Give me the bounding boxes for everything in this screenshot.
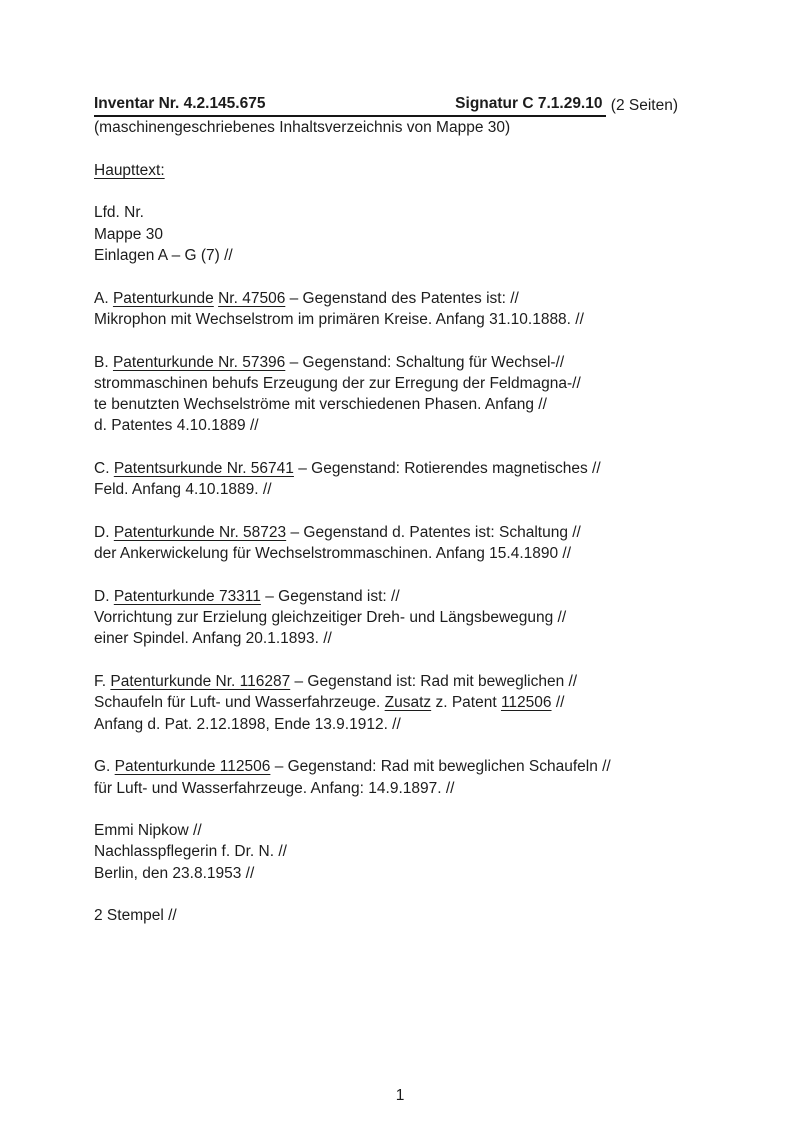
underlined-text: Haupttext: [94,161,165,179]
line-mappe [94,224,678,245]
entry-f-line-3 [94,714,678,735]
plain-text: // [551,694,565,712]
subtitle [94,117,678,138]
plain-text: te benutzten Wechselströme mit verschiedenen Phasen. Anfang // [94,396,547,414]
plain-text: Mappe 30 [94,225,163,243]
entry-g-line-1 [94,756,678,777]
blank-line [94,181,678,202]
signature-name [94,820,678,841]
entry-d2-line-1 [94,586,678,607]
plain-text: Mikrophon mit Wechselstrom im primären Kreise. Anfang 31.10.1888. // [94,310,584,328]
line-lfd-nr [94,202,678,223]
blank-line [94,650,678,671]
underlined-text: Patentsurkunde Nr. 56741 [113,460,294,478]
signature-place-date [94,863,678,884]
plain-text: D. [94,523,114,541]
plain-text: Lfd. Nr. [94,204,144,222]
plain-text: – Gegenstand d. Patentes ist: Schaltung // [286,523,581,541]
document-body [94,117,678,926]
entry-a-line-1 [94,288,678,309]
underlined-text: Patenturkunde Nr. 57396 [112,353,286,371]
plain-text: Feld. Anfang 4.10.1889. // [94,481,272,499]
underlined-text: Patenturkunde 112506 [114,758,271,776]
header-line [94,93,678,117]
document-content [94,93,678,927]
blank-line [94,437,678,458]
plain-text: für Luft- und Wasserfahrzeuge. Anfang: 14.9.1897. // [94,779,455,797]
plain-text: – Gegenstand: Schaltung für Wechsel-// [285,353,565,371]
plain-text: Berlin, den 23.8.1953 // [94,864,255,882]
blank-line [94,884,678,905]
plain-text: – Gegenstand ist: // [260,587,400,605]
plain-text: 2 Stempel // [94,907,177,925]
plain-text: D. [94,587,114,605]
underlined-text: Zusatz [384,694,432,712]
blank-line [94,501,678,522]
blank-line [94,330,678,351]
entry-d2-line-2 [94,607,678,628]
blank-line [94,799,678,820]
plain-text: F. [94,673,111,691]
line-einlagen [94,245,678,266]
blank-line [94,139,678,160]
plain-text: C. [94,460,114,478]
section-heading-haupttext [94,160,678,181]
entry-b-line-2 [94,373,678,394]
underlined-text: 112506 [500,694,552,712]
blank-line [94,735,678,756]
header-underline-fill [265,93,455,117]
page-number: 1 [395,1087,405,1104]
entry-d-line-1 [94,522,678,543]
plain-text: (maschinengeschriebenes Inhaltsverzeichnis von Mappe 30) [94,119,511,137]
underlined-text: Patenturkunde Nr. 116287 [110,673,291,691]
plain-text: der Ankerwickelung für Wechselstrommaschinen. Anfang 15.4.1890 // [94,545,572,563]
blank-line [94,565,678,586]
entry-f-line-1 [94,671,678,692]
plain-text: z. Patent [431,694,501,712]
plain-text: Emmi Nipkow // [94,822,202,840]
plain-text: – Gegenstand: Rotierendes magnetisches // [293,460,601,478]
underlined-text: Patenturkunde Nr. 58723 [113,523,287,541]
line-stempel [94,905,678,926]
plain-text: – Gegenstand des Patentes ist: // [285,289,519,307]
entry-d-line-2 [94,543,678,564]
seiten-count: (2 Seiten) [606,97,678,114]
entry-c-line-2 [94,479,678,500]
plain-text: strommaschinen behufs Erzeugung der zur Erregung der Feldmagna-// [94,374,581,392]
plain-text: d. Patentes 4.10.1889 // [94,417,259,435]
underlined-text: Patenturkunde 73311 [113,587,261,605]
entry-d2-line-3 [94,628,678,649]
signatur-number: Signatur C 7.1.29.10 [455,93,606,117]
entry-g-line-2 [94,778,678,799]
entry-b-line-1 [94,352,678,373]
blank-line [94,266,678,287]
inventar-number: Inventar Nr. 4.2.145.675 [94,93,265,117]
plain-text: G. [94,758,115,776]
entry-c-line-1 [94,458,678,479]
entry-b-line-3 [94,394,678,415]
plain-text: Schaufeln für Luft- und Wasserfahrzeuge. [94,694,385,712]
plain-text: Einlagen A – G (7) // [94,247,233,265]
plain-text: B. [94,353,113,371]
signature-role [94,841,678,862]
entry-a-line-2 [94,309,678,330]
plain-text: – Gegenstand: Rad mit beweglichen Schaufeln // [270,758,611,776]
plain-text: Anfang d. Pat. 2.12.1898, Ende 13.9.1912. // [94,715,401,733]
plain-text: Vorrichtung zur Erzielung gleichzeitiger Dreh- und Längsbewegung // [94,609,567,627]
underlined-text: Nr. 47506 [218,289,286,307]
entry-f-line-2 [94,692,678,713]
underlined-text: Patenturkunde [112,289,214,307]
plain-text: A. [94,289,113,307]
entry-b-line-4 [94,415,678,436]
plain-text: einer Spindel. Anfang 20.1.1893. // [94,630,332,648]
plain-text: Nachlasspflegerin f. Dr. N. // [94,843,287,861]
plain-text: – Gegenstand ist: Rad mit beweglichen // [290,673,578,691]
